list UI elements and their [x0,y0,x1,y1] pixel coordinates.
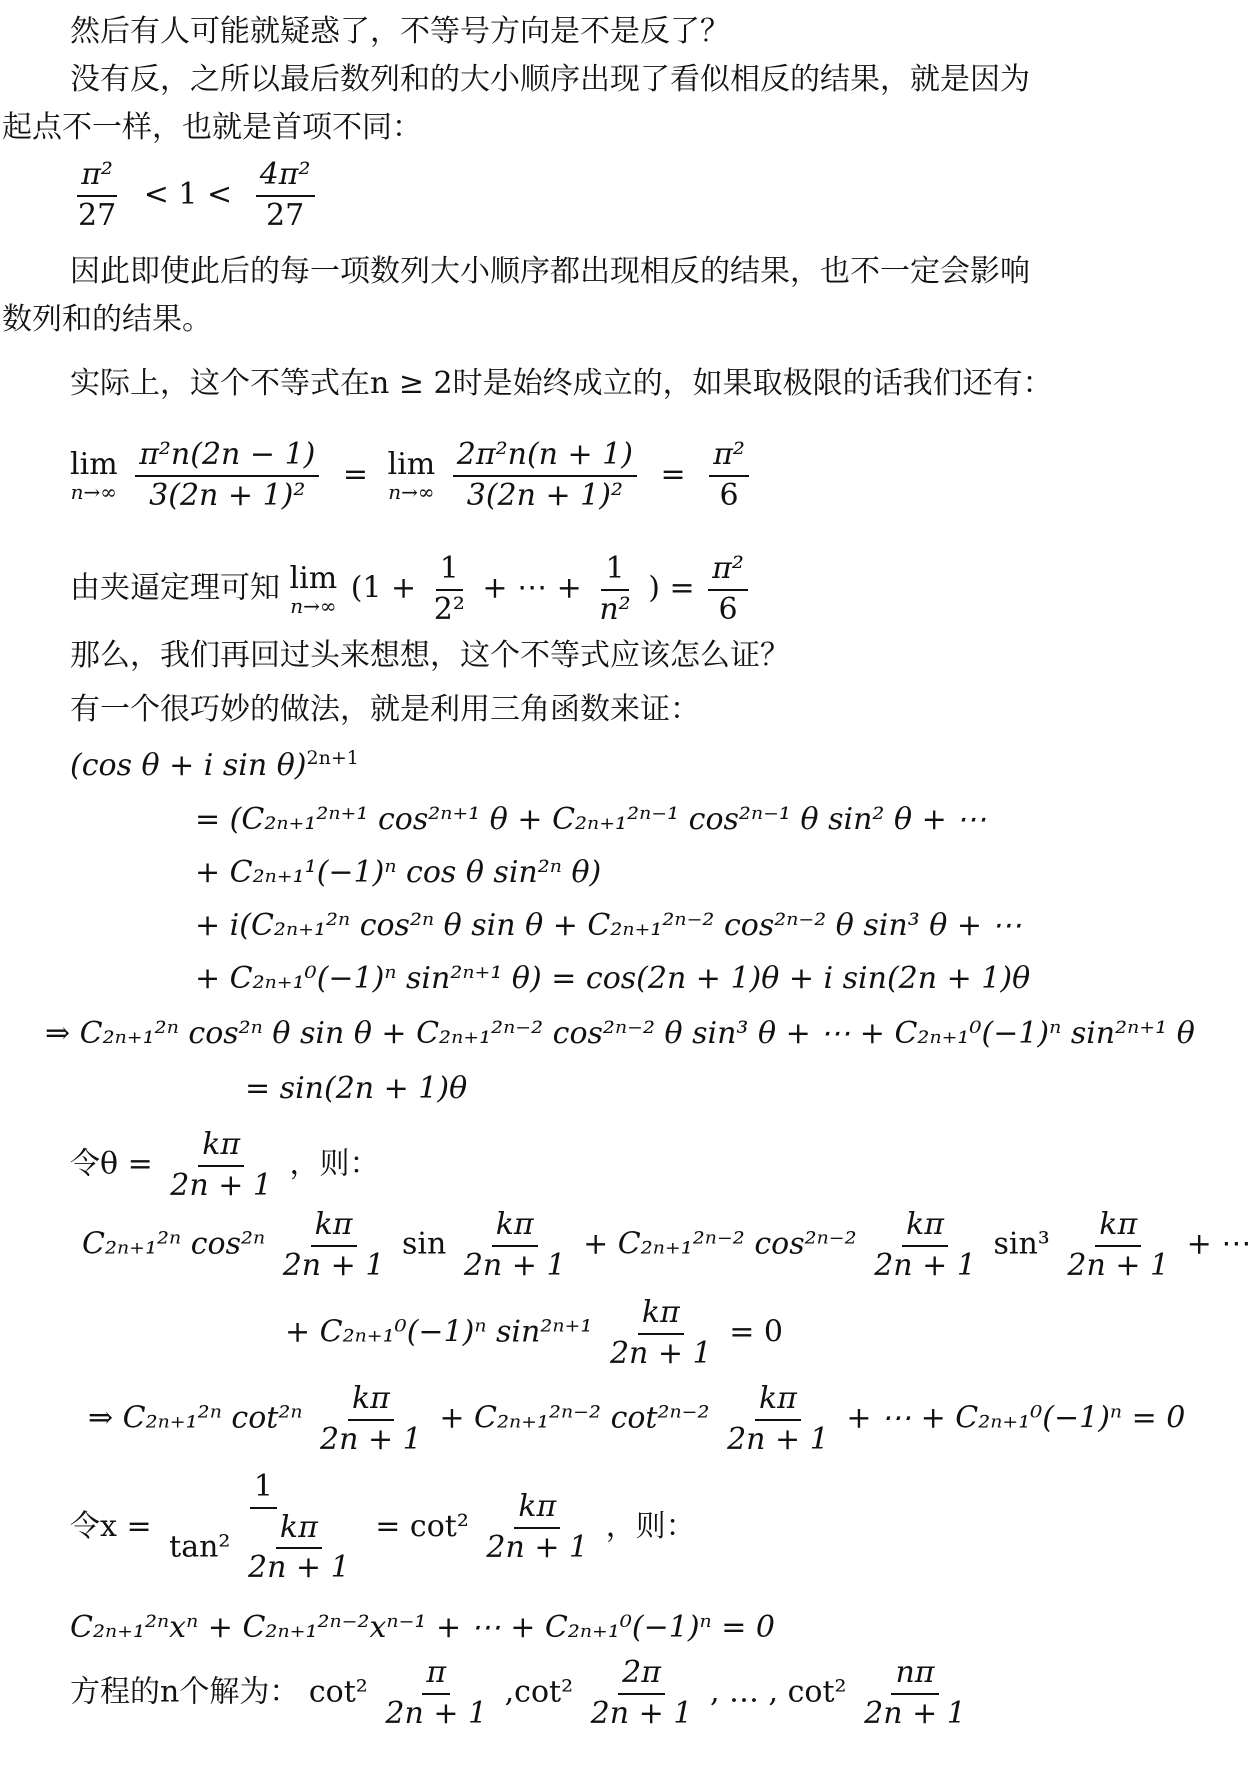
limit-equation [70,438,753,513]
paragraph-doubt: 然后有人可能就疑惑了，不等号方向是不是反了？ [70,14,730,49]
numerator: kπ [514,1490,560,1529]
denominator: 6 [718,591,738,627]
expr-dots: + ⋯ + [482,570,582,606]
fraction-kpi-over-2n1 [166,1128,276,1203]
expansion-line-3: + C₂ₙ₊₁¹(−1)ⁿ cos θ sin²ⁿ θ) [195,855,602,890]
let-x-then: ，则： [605,1508,696,1544]
fraction-d [1063,1208,1173,1283]
imaginary-part-line: ⇒ C₂ₙ₊₁²ⁿ cos²ⁿ θ sin θ + C₂ₙ₊₁²ⁿ⁻² cos²ⁿ⁻² θ sin³ θ + ⋯ + C₂ₙ₊₁⁰(−1)ⁿ sin²ⁿ⁺¹ θ [45,1016,1195,1051]
fraction-1-over-tan [165,1470,362,1586]
squeeze-text: 由夹逼定理可知 [70,570,280,606]
paragraph-therefore-line2: 数列和的结果。 [2,302,212,337]
numerator: kπ [1095,1208,1141,1247]
denominator-tan [165,1509,362,1586]
paragraph-then: 那么，我们再回过头来想想，这个不等式应该怎么证？ [70,638,790,673]
polynomial-equation: C₂ₙ₊₁²ⁿxⁿ + C₂ₙ₊₁²ⁿ⁻²xⁿ⁻¹ + ⋯ + C₂ₙ₊₁⁰(−1)ⁿ = 0 [70,1610,775,1645]
numerator: 4π² [256,158,315,197]
fraction-2pi [587,1656,697,1731]
numerator: kπ [638,1296,684,1335]
numerator: kπ [755,1382,801,1421]
lim-subscript: n→∞ [70,480,117,504]
numerator: kπ [902,1208,948,1247]
expr-open: (1 + [350,570,417,606]
imaginary-part-result: = sin(2n + 1)θ [245,1071,468,1106]
denominator: 2n + 1 [170,1167,272,1203]
denominator: 2² [433,591,465,627]
numerator: 2π [618,1656,665,1695]
numerator: kπ [348,1382,394,1421]
fraction-npi [860,1656,970,1731]
limit-fraction-2 [453,438,637,513]
lim-label: lim [387,447,436,482]
limit-operator-2 [388,448,436,503]
denominator: 2n + 1 [864,1695,966,1731]
paragraph-clever-method: 有一个很巧妙的做法，就是利用三角函数来证： [70,692,700,727]
de-moivre-exponent: 2n+1 [306,747,359,769]
denominator: 2n + 1 [590,1695,693,1731]
let-x-label: 令x = [70,1508,152,1544]
denominator: 2n + 1 [247,1550,350,1585]
denominator: 2n + 1 [282,1247,385,1283]
denominator: n² [599,591,631,627]
equals-sign: = [342,456,369,492]
solutions-label: 方程的n个解为： [70,1674,300,1710]
solutions-line [70,1656,974,1731]
paragraph-therefore-line1: 因此即使此后的每一项数列大小顺序都出现相反的结果，也不一定会影响 [70,254,1030,289]
limit-operator-1 [70,448,118,503]
fraction-b [723,1382,833,1457]
cot-term-1: ⇒ C₂ₙ₊₁²ⁿ cot²ⁿ [88,1400,303,1436]
equals-cot-squared: = cot² [375,1508,469,1544]
fraction-kpi-inner [244,1511,354,1586]
denominator: 2n + 1 [385,1695,488,1731]
denominator: 2n + 1 [727,1421,829,1457]
expansion-line-4: + i(C₂ₙ₊₁²ⁿ cos²ⁿ θ sin θ + C₂ₙ₊₁²ⁿ⁻² cos²ⁿ⁻² θ sin³ θ + ⋯ [195,908,1022,943]
inequality-first-terms [70,158,319,233]
denominator: 3(2n + 1)² [466,477,623,513]
denominator: 27 [78,197,117,233]
fraction-e [606,1296,716,1371]
fraction-kpi-outer [482,1490,592,1565]
let-theta-then: ，则： [289,1146,380,1182]
let-x-line [70,1470,696,1586]
cot-term-2: + C₂ₙ₊₁²ⁿ⁻² cot²ⁿ⁻² [439,1400,710,1436]
fraction-pi2-27 [74,158,120,233]
numerator: 1 [250,1470,277,1509]
fraction-1-over-nsq [595,552,634,627]
lim-subscript: n→∞ [388,480,435,504]
numerator: 2π²n(n + 1) [453,438,637,477]
expr-close: ) = [648,570,695,606]
paragraph-explain-line1: 没有反，之所以最后数列和的大小顺序出现了看似相反的结果，就是因为 [70,62,1030,97]
fraction-1-over-2sq [430,552,469,627]
lim-label: lim [70,447,118,482]
numerator: kπ [311,1208,357,1247]
denominator: 6 [719,477,739,513]
term-3: + C₂ₙ₊₁²ⁿ⁻² cos²ⁿ⁻² [583,1226,857,1262]
let-theta-label: 令θ = [70,1146,153,1182]
cot-2: ,cot² [504,1674,574,1710]
substituted-equation-line-2 [285,1296,783,1371]
paragraph-actually: 实际上，这个不等式在n ≥ 2时是始终成立的，如果取极限的话我们还有： [70,366,1053,401]
numerator: π²n(2n − 1) [135,438,319,477]
expansion-line-5: + C₂ₙ₊₁⁰(−1)ⁿ sin²ⁿ⁺¹ θ) = cos(2n + 1)θ + i sin(2n + 1)θ [195,961,1031,996]
lim-subscript: n→∞ [290,594,337,618]
squeeze-theorem-line [70,552,752,627]
limit-fraction-3 [709,438,749,513]
fraction-4pi2-27 [256,158,315,233]
limit-operator [290,562,338,617]
numerator: kπ [492,1208,538,1247]
term-5: + ⋯ [1186,1226,1251,1262]
fraction-pi2-over-6 [708,552,748,627]
substituted-equation-line-1 [82,1208,1251,1283]
paragraph-explain-line2: 起点不一样，也就是首项不同： [2,110,422,145]
denominator: 2n + 1 [320,1421,422,1457]
limit-fraction-1 [135,438,319,513]
cot-n: , … , cot² [709,1674,847,1710]
denominator: 2n + 1 [874,1247,976,1283]
numerator: nπ [891,1656,938,1695]
expansion-line-1 [70,746,359,786]
denominator: 27 [266,197,305,233]
numerator: 1 [601,552,628,591]
equals-zero: = 0 [729,1314,783,1350]
numerator: 1 [436,552,463,591]
denominator: 2n + 1 [463,1247,566,1283]
numerator: π² [708,552,748,591]
term-2: sin [401,1226,447,1262]
fraction-a [316,1382,426,1457]
denominator: 3(2n + 1)² [149,477,306,513]
denominator: 2n + 1 [609,1335,712,1371]
let-theta-line [70,1128,380,1203]
fraction-b [460,1208,570,1283]
inequality-relation: < 1 < [143,176,233,212]
term-1: C₂ₙ₊₁²ⁿ cos²ⁿ [82,1226,266,1262]
numerator: kπ [198,1128,244,1167]
term-4: sin³ [993,1226,1050,1262]
equals-sign: = [660,456,686,492]
numerator: π² [77,158,117,197]
expansion-line-2: = (C₂ₙ₊₁²ⁿ⁺¹ cos²ⁿ⁺¹ θ + C₂ₙ₊₁²ⁿ⁻¹ cos²ⁿ⁻¹ θ sin² θ + ⋯ [195,802,987,837]
de-moivre-base: (cos θ + i sin θ) [70,748,307,783]
denominator: 2n + 1 [1067,1247,1170,1283]
cot-equation [88,1382,1185,1457]
fraction-pi [381,1656,491,1731]
tan-squared: tan² [169,1529,231,1564]
numerator: π² [709,438,749,477]
lim-label: lim [289,561,338,596]
cot-term-3: + ⋯ + C₂ₙ₊₁⁰(−1)ⁿ = 0 [846,1400,1186,1436]
cot-1: cot² [308,1674,368,1710]
fraction-c [870,1208,980,1283]
numerator: π [422,1656,450,1695]
denominator: 2n + 1 [486,1529,589,1565]
term-6: + C₂ₙ₊₁⁰(−1)ⁿ sin²ⁿ⁺¹ [285,1314,593,1350]
numerator: kπ [276,1511,322,1550]
fraction-a [279,1208,389,1283]
